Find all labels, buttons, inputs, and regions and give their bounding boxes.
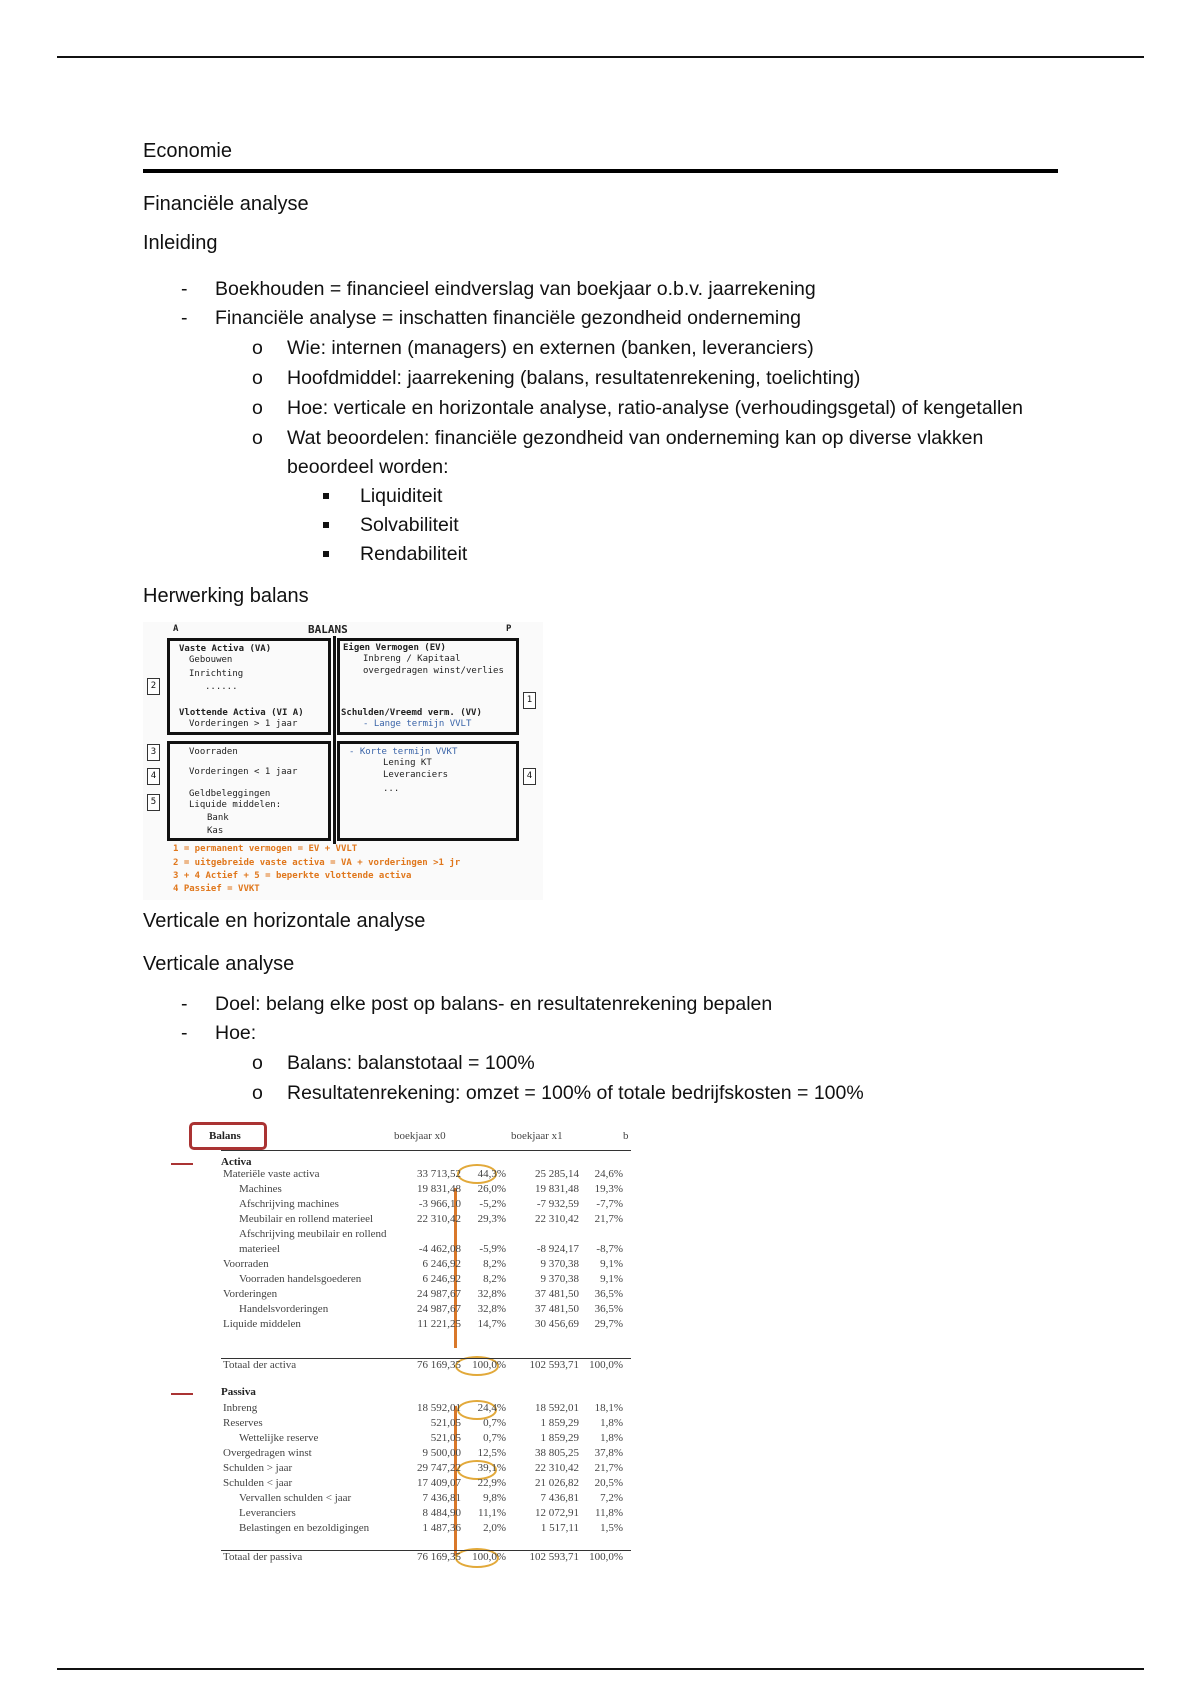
row-value: 0,7% [483, 1417, 506, 1429]
row-value: 100,0% [472, 1359, 506, 1371]
row-label: Meubilair en rollend materieel [239, 1213, 374, 1225]
bl-line: Kas [207, 826, 224, 836]
list-item: o Hoofdmiddel: jaarrekening (balans, resultatenrekening, toelichting) [252, 367, 861, 389]
row-label: Totaal der activa [223, 1359, 297, 1371]
row-label: Belastingen en bezoldigingen [239, 1522, 370, 1534]
br-line: ... [383, 784, 400, 794]
table-row [221, 1402, 631, 1417]
row-value: -5,9% [479, 1243, 506, 1255]
row-value: 19 831,48 [417, 1183, 461, 1195]
activa-arrow [171, 1163, 193, 1165]
marker-1: 1 [523, 692, 536, 709]
legend-line: 3 + 4 Actief + 5 = beperkte vlottende activa [173, 871, 412, 881]
heading-vh: Verticale en horizontale analyse [143, 910, 426, 932]
row-value: 100,0% [472, 1551, 506, 1563]
row-value: 24 987,67 [417, 1303, 461, 1315]
marker-4p: 4 [523, 768, 536, 785]
row-label: Totaal der passiva [223, 1551, 303, 1563]
row-value: -3 966,10 [418, 1198, 461, 1210]
row-label: Reserves [223, 1417, 263, 1429]
row-label: Afschrijving meubilair en rollend [239, 1228, 387, 1240]
row-value: 2,0% [483, 1522, 506, 1534]
col-x0: boekjaar x0 [394, 1130, 446, 1142]
table-row [221, 1522, 631, 1537]
row-value: 44,3% [477, 1168, 506, 1180]
table-row [221, 1507, 631, 1522]
table-row [221, 1492, 631, 1507]
row-value: 26,0% [477, 1183, 506, 1195]
row-value: 1,5% [600, 1522, 623, 1534]
row-value: 21,7% [594, 1213, 623, 1225]
row-value: 1,8% [600, 1432, 623, 1444]
list-item: o Resultatenrekening: omzet = 100% of totale bedrijfskosten = 100% [252, 1082, 864, 1104]
row-value: 33 713,52 [417, 1168, 461, 1180]
row-value: 17 409,07 [417, 1477, 461, 1489]
diagram-title: BALANS [308, 623, 348, 636]
heading-herwerking: Herwerking balans [143, 585, 309, 607]
row-value: 37,8% [594, 1447, 623, 1459]
row-value: -8,7% [596, 1243, 623, 1255]
inleiding-list [143, 275, 1058, 569]
bl-line: Voorraden [189, 747, 238, 757]
row-value: 25 285,14 [535, 1168, 579, 1180]
marker-3: 3 [147, 744, 160, 761]
row-value: 29,3% [477, 1213, 506, 1225]
br-line: Leveranciers [383, 770, 449, 780]
row-value: 38 805,25 [535, 1447, 579, 1459]
row-value: 1 859,29 [540, 1432, 579, 1444]
passiva-arrow [171, 1393, 193, 1395]
row-value: 0,7% [483, 1432, 506, 1444]
row-label: Schulden > jaar [223, 1462, 293, 1474]
diagram-divider [333, 636, 336, 844]
row-value: 19 831,48 [535, 1183, 579, 1195]
bl-line: Liquide middelen: [189, 800, 282, 810]
diagram-left-label: A [173, 624, 179, 634]
col-x1: boekjaar x1 [511, 1130, 563, 1142]
vla-title: Vlottende Activa (VI A) [179, 708, 304, 718]
page-content [143, 140, 1058, 1600]
row-value: 102 593,71 [529, 1359, 579, 1371]
document-title: Financiële analyse [143, 193, 309, 215]
row-label: materieel [239, 1243, 280, 1255]
legend-line: 4 Passief = VVKT [173, 884, 260, 894]
row-value: 7 436,81 [540, 1492, 579, 1504]
row-value: 36,5% [594, 1303, 623, 1315]
row-value: 24,4% [477, 1402, 506, 1414]
row-value: 8,2% [483, 1258, 506, 1270]
table-row [221, 1447, 631, 1462]
marker-4: 4 [147, 768, 160, 785]
row-value: 521,05 [430, 1432, 461, 1444]
row-value: -4 462,08 [418, 1243, 461, 1255]
row-value: 12,5% [477, 1447, 506, 1459]
legend-line: 2 = uitgebreide vaste activa = VA + vorderingen >1 jr [173, 858, 461, 868]
row-value: 18,1% [594, 1402, 623, 1414]
row-value: 8,2% [483, 1273, 506, 1285]
row-value: 12 072,91 [535, 1507, 579, 1519]
row-value: 24 987,67 [417, 1288, 461, 1300]
table-row [221, 1213, 631, 1228]
row-value: 30 456,69 [535, 1318, 579, 1330]
va-line: ...... [205, 682, 238, 692]
table-row [221, 1273, 631, 1288]
table-row [221, 1243, 631, 1258]
table-row [221, 1358, 631, 1377]
table-title: Balans [209, 1130, 241, 1142]
row-label: Schulden < jaar [223, 1477, 293, 1489]
row-value: 9 370,38 [540, 1258, 579, 1270]
row-value: 37 481,50 [535, 1303, 579, 1315]
table-row [221, 1432, 631, 1447]
table-row [221, 1318, 631, 1333]
row-value: 9,1% [600, 1273, 623, 1285]
row-value: 100,0% [589, 1551, 623, 1563]
row-value: 21,7% [594, 1462, 623, 1474]
table-row [221, 1303, 631, 1318]
row-value: 22 310,42 [417, 1213, 461, 1225]
row-value: 9 370,38 [540, 1273, 579, 1285]
vla-line: Vorderingen > 1 jaar [189, 719, 298, 729]
row-label: Materiële vaste activa [223, 1168, 320, 1180]
row-value: 7 436,81 [422, 1492, 461, 1504]
row-label: Vervallen schulden < jaar [239, 1492, 352, 1504]
br-line: - Korte termijn VVKT [349, 747, 458, 757]
va-line: Gebouwen [189, 655, 233, 665]
row-value: 29 747,22 [417, 1462, 461, 1474]
row-value: 1 487,36 [422, 1522, 461, 1534]
row-value: 22,9% [477, 1477, 506, 1489]
header-rule [221, 1150, 631, 1151]
row-label: Leveranciers [239, 1507, 296, 1519]
list-item: - Financiële analyse = inschatten financiële gezondheid onderneming o Wie: internen (managers) en externen (banken, leveranciers) o Hoofdmiddel: jaarrekening (balans, resultatenrekening, toelichting) o Hoe: verticale en horizontale analyse, ratio-analyse (verhoudingsgetal) of kengetallen o Wat beoordelen: financiële gezondheid van onderneming kan op diverse vlakken beoordeel worden: Liquiditeit Solvabiliteit Rendabiliteit [143, 304, 1058, 569]
row-value: 32,8% [477, 1303, 506, 1315]
row-value: 39,1% [477, 1462, 506, 1474]
row-value: 1,8% [600, 1417, 623, 1429]
row-value: -5,2% [479, 1198, 506, 1210]
row-value: 1 517,11 [540, 1522, 579, 1534]
row-value: 18 592,01 [535, 1402, 579, 1414]
table-row [221, 1183, 631, 1198]
row-label: Afschrijving machines [239, 1198, 339, 1210]
row-value: 6 246,92 [422, 1273, 461, 1285]
row-value: -7,7% [596, 1198, 623, 1210]
row-value: 8 484,90 [422, 1507, 461, 1519]
list-item: o Wat beoordelen: financiële gezondheid van onderneming kan op diverse vlakken beoordeel worden: Liquiditeit Solvabiliteit Rendabiliteit [215, 424, 1058, 569]
row-value: 76 169,35 [417, 1359, 461, 1371]
row-value: 521,05 [430, 1417, 461, 1429]
table-row [221, 1288, 631, 1303]
table-row [221, 1417, 631, 1432]
br-line: Lening KT [383, 758, 432, 768]
list-item: Rendabiliteit [287, 540, 1058, 569]
table-row [221, 1462, 631, 1477]
bl-line: Bank [207, 813, 229, 823]
row-value: -8 924,17 [536, 1243, 579, 1255]
row-value: 11 221,25 [417, 1318, 461, 1330]
table-row [221, 1228, 631, 1243]
row-value: 76 169,35 [417, 1551, 461, 1563]
row-value: -7 932,59 [536, 1198, 579, 1210]
row-label: Liquide middelen [223, 1318, 301, 1330]
sv-title: Schulden/Vreemd verm. (VV) [341, 708, 482, 718]
marker-2: 2 [147, 678, 160, 695]
sv-line: - Lange termijn VVLT [363, 719, 472, 729]
row-label: Handelsvorderingen [239, 1303, 329, 1315]
row-value: 29,7% [594, 1318, 623, 1330]
row-label: Machines [239, 1183, 282, 1195]
row-value: 102 593,71 [529, 1551, 579, 1563]
bl-line: Geldbeleggingen [189, 789, 271, 799]
row-label: Vorderingen [223, 1288, 278, 1300]
top-rule [57, 56, 1144, 58]
row-value: 24,6% [594, 1168, 623, 1180]
legend-line: 1 = permanent vermogen = EV + VVLT [173, 844, 358, 854]
row-value: 37 481,50 [535, 1288, 579, 1300]
va-line: Inrichting [189, 669, 244, 679]
row-value: 14,7% [477, 1318, 506, 1330]
heading-inleiding: Inleiding [143, 232, 218, 254]
row-value: 1 859,29 [540, 1417, 579, 1429]
list-item: o Wie: internen (managers) en externen (banken, leveranciers) [252, 337, 814, 359]
row-value: 100,0% [589, 1359, 623, 1371]
row-value: 22 310,42 [535, 1213, 579, 1225]
list-item: Liquiditeit [287, 482, 1058, 511]
passiva-label: Passiva [221, 1386, 256, 1398]
row-value: 7,2% [600, 1492, 623, 1504]
row-value: 9,1% [600, 1258, 623, 1270]
list-item: - Doel: belang elke post op balans- en resultatenrekening bepalen [181, 993, 773, 1015]
row-value: 19,3% [594, 1183, 623, 1195]
balans-table [171, 1120, 631, 1600]
table-row [221, 1477, 631, 1492]
marker-5: 5 [147, 794, 160, 811]
list-item: - Boekhouden = financieel eindverslag van boekjaar o.b.v. jaarrekening [181, 278, 816, 300]
row-value: 9,8% [483, 1492, 506, 1504]
list-item: o Hoe: verticale en horizontale analyse, ratio-analyse (verhoudingsgetal) of kengetallen [252, 397, 1024, 419]
bottom-rule [57, 1668, 1144, 1670]
table-row [221, 1550, 631, 1569]
row-value: 21 026,82 [535, 1477, 579, 1489]
bl-line: Vorderingen < 1 jaar [189, 767, 298, 777]
row-value: 9 500,00 [422, 1447, 461, 1459]
verticaal-list [143, 990, 1058, 1108]
row-label: Overgedragen winst [223, 1447, 312, 1459]
row-value: 6 246,92 [422, 1258, 461, 1270]
ev-line: Inbreng / Kapitaal [363, 654, 461, 664]
list-item: o Balans: balanstotaal = 100% [252, 1052, 535, 1074]
list-item: - Hoe: o Balans: balanstotaal = 100% o Resultatenrekening: omzet = 100% of totale bedrijfskosten = 100% [143, 1019, 1058, 1108]
table-row [221, 1258, 631, 1273]
list-item: Solvabiliteit [287, 511, 1058, 540]
row-value: 36,5% [594, 1288, 623, 1300]
col-extra: b [623, 1130, 629, 1142]
row-value: 11,1% [477, 1507, 506, 1519]
row-label: Voorraden handelsgoederen [239, 1273, 362, 1285]
activa-label: Activa [221, 1156, 252, 1168]
row-label: Voorraden [223, 1258, 269, 1270]
row-value: 11,8% [594, 1507, 623, 1519]
ev-title: Eigen Vermogen (EV) [343, 643, 446, 653]
balans-diagram [143, 622, 543, 900]
table-row [221, 1198, 631, 1213]
subject-title: Economie [143, 140, 1058, 173]
row-value: 18 592,01 [417, 1402, 461, 1414]
row-value: 32,8% [477, 1288, 506, 1300]
row-value: 22 310,42 [535, 1462, 579, 1474]
row-label: Inbreng [223, 1402, 258, 1414]
heading-verticaal: Verticale analyse [143, 953, 295, 975]
row-label: Wettelijke reserve [239, 1432, 319, 1444]
diagram-right-label: P [506, 624, 512, 634]
table-row [221, 1168, 631, 1183]
row-value: 20,5% [594, 1477, 623, 1489]
va-title: Vaste Activa (VA) [179, 644, 272, 654]
ev-line: overgedragen winst/verlies [363, 666, 504, 676]
